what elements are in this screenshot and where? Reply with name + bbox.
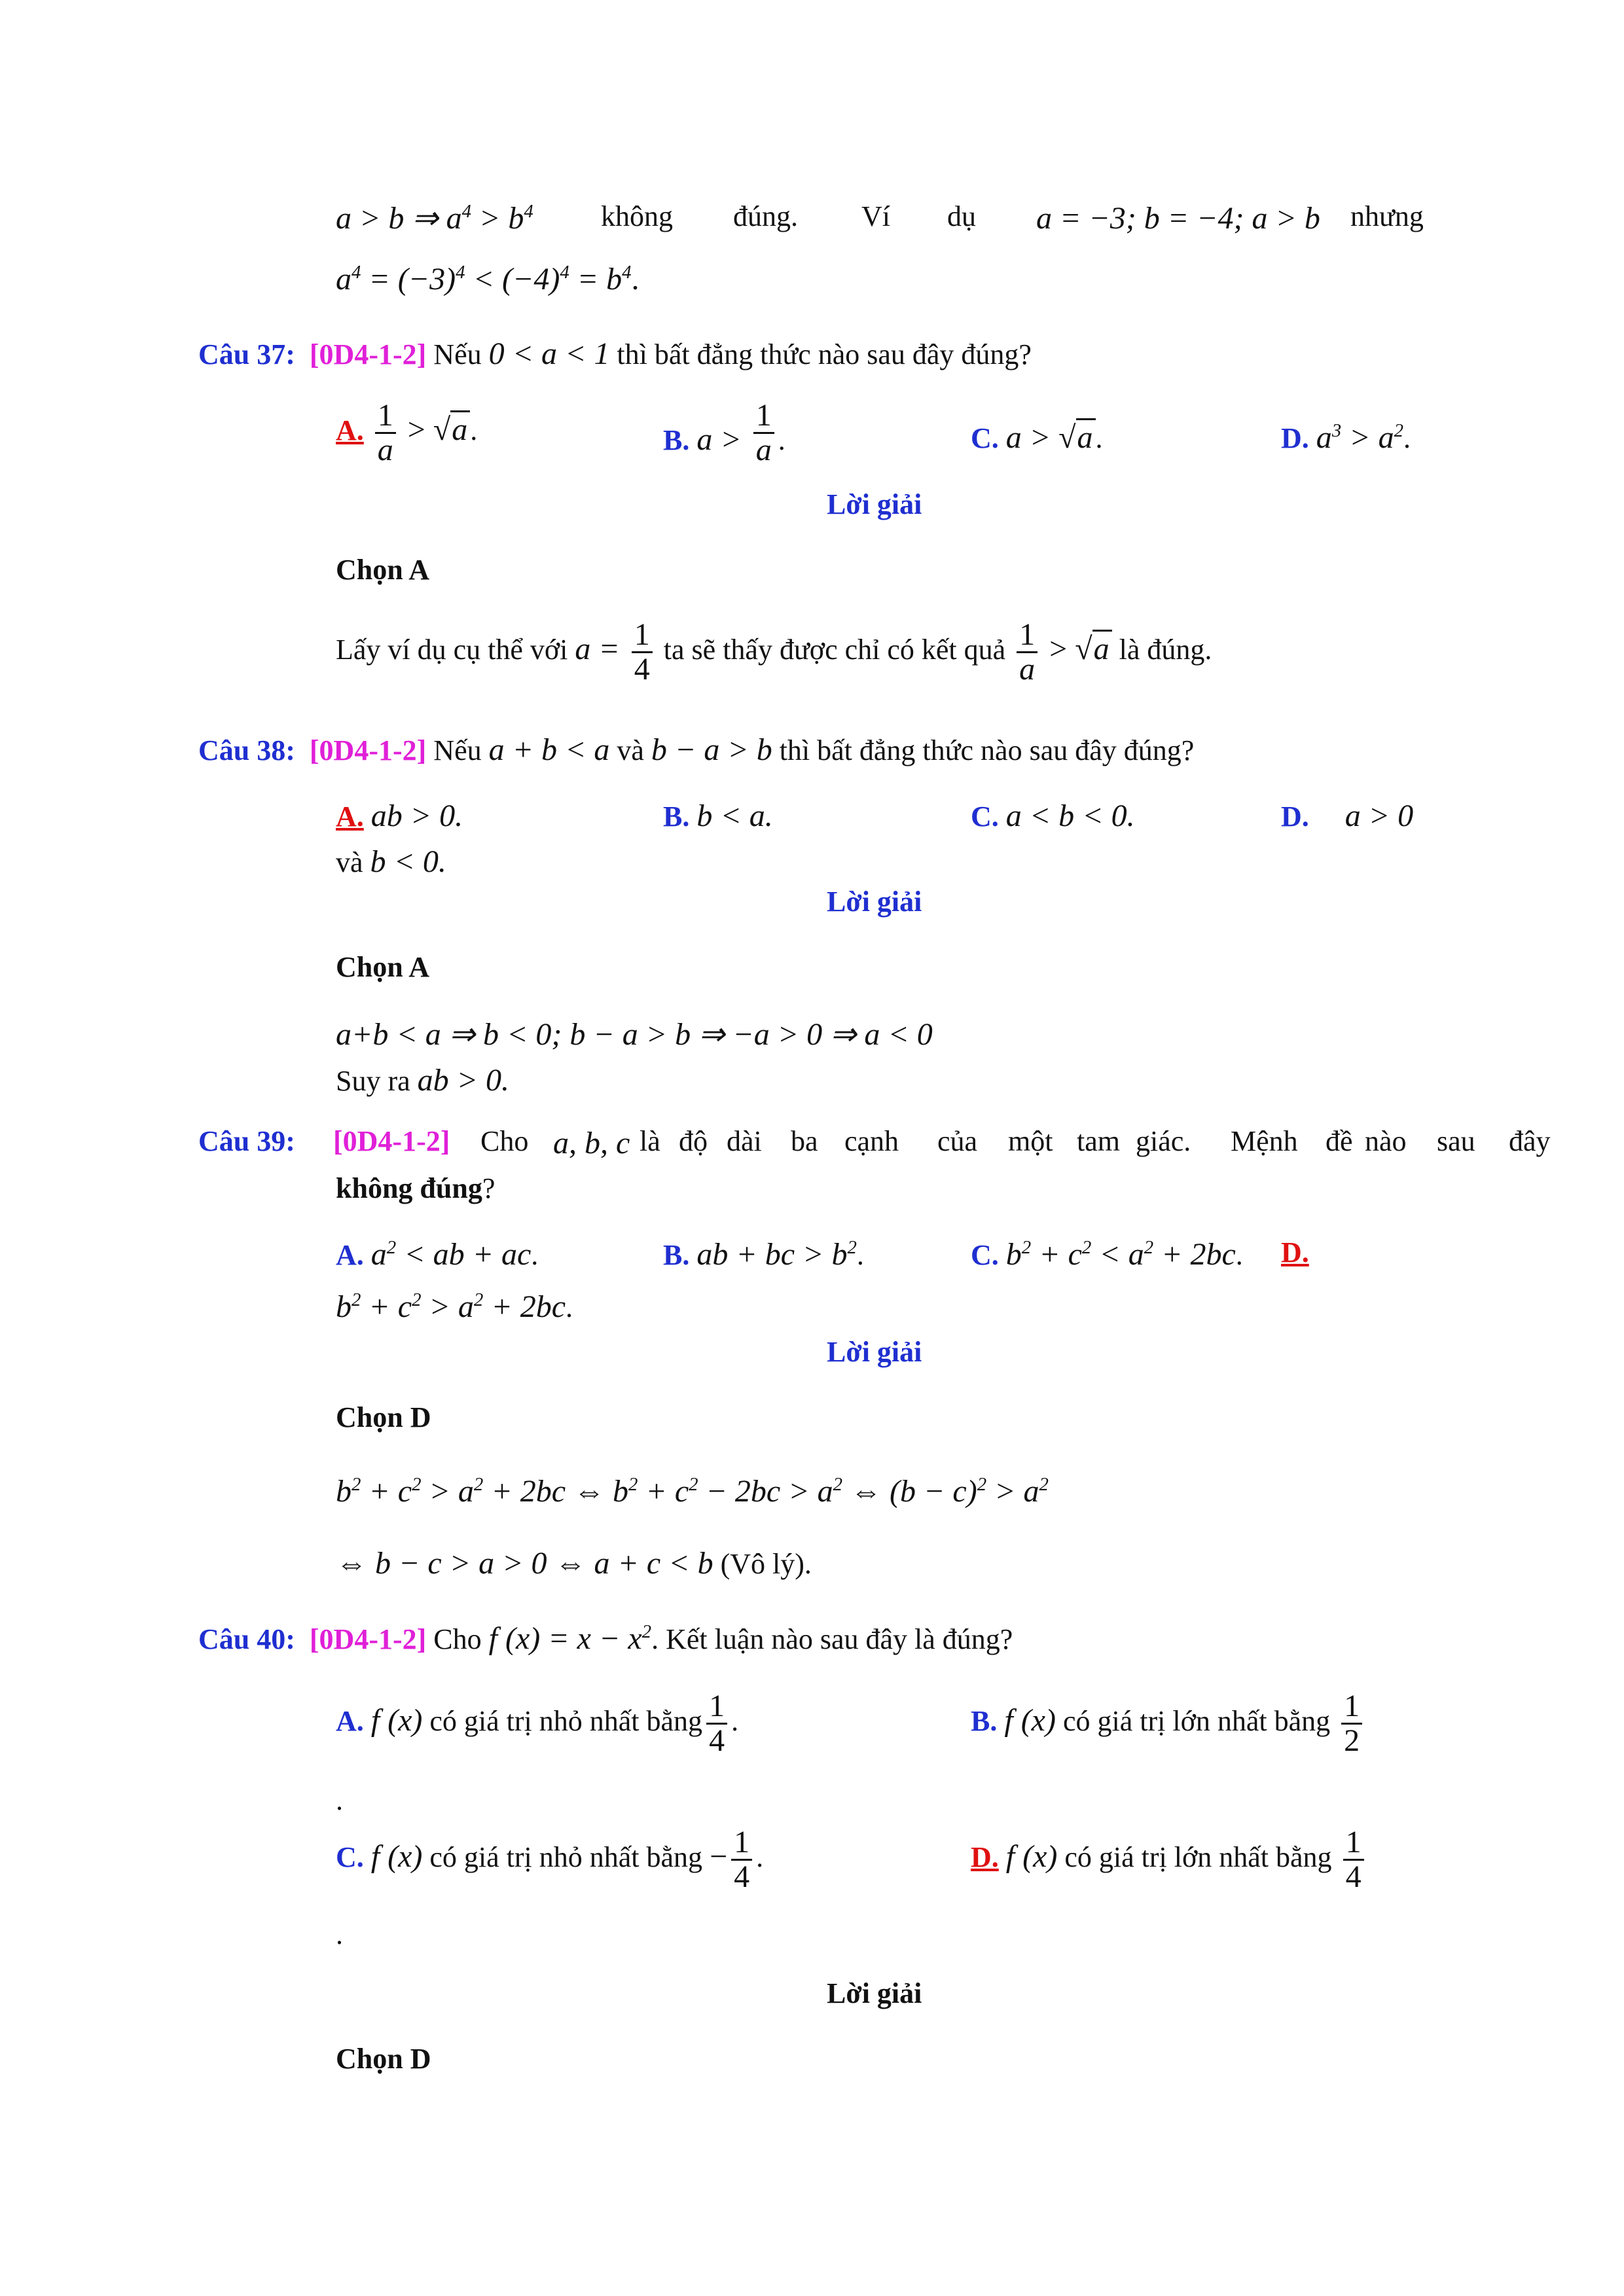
q39-word: của — [937, 1125, 978, 1157]
intro-word-dung: đúng. — [733, 200, 798, 232]
option-letter: D. — [1281, 800, 1309, 833]
question-code: [0D4-1-2] — [309, 1623, 427, 1655]
q39-option-b[interactable]: B. ab + bc > $b^2$. — [663, 1237, 864, 1272]
q38-work-2: Suy ra ab > 0. — [336, 1063, 510, 1098]
intro-line-2: $a^4 = (-3)^4 < (-4)^4 = b^4$. — [336, 262, 640, 296]
fraction: $\frac{1}{4}$ — [731, 1826, 752, 1894]
q39-word: đề — [1326, 1125, 1353, 1157]
intro-ineq: a > b ⇒ $a^4 > b^4$ — [336, 201, 533, 236]
q37-solution-title: Lời giải — [827, 488, 922, 520]
fraction: $\frac{1}{4}$ — [632, 619, 653, 687]
q39-solution-title: Lời giải — [827, 1336, 922, 1368]
q39-word: độ — [679, 1125, 708, 1157]
question-label: Câu 37: — [198, 338, 295, 370]
q39-choice: Chọn D — [336, 1401, 431, 1433]
q40-option-a[interactable]: A. f (x) có giá trị nhỏ nhất bằng $\frac{1}{4}$ . — [336, 1689, 739, 1759]
option-letter: B. — [663, 423, 690, 456]
q40-option-b[interactable]: B. f (x) có giá trị lớn nhất bằng $\frac{1}{2}$ — [971, 1690, 1366, 1758]
q39-word: cạnh — [844, 1125, 899, 1157]
question-39-head — [198, 1124, 295, 1159]
q37-option-c[interactable]: C. a > √a. — [971, 419, 1103, 457]
question-label: Câu 39: — [198, 1125, 295, 1157]
option-letter: A. — [336, 800, 364, 833]
sqrt: √a — [433, 410, 470, 447]
option-letter: D. — [971, 1840, 999, 1873]
question-code: [0D4-1-2] — [309, 338, 427, 370]
q39-word: Cho — [480, 1125, 529, 1157]
question-label: Câu 38: — [198, 734, 295, 766]
intro-word-nhung: nhưng — [1350, 200, 1424, 232]
q39-option-a[interactable]: A. $a^2$ < ab + ac. — [336, 1237, 539, 1272]
intro-example: a = −3; b = −4; a > b — [1036, 201, 1320, 236]
q39-word: ba — [791, 1125, 818, 1157]
q39-word: sau — [1437, 1125, 1475, 1157]
q39-option-d[interactable] — [1281, 1236, 1309, 1270]
q38-option-d[interactable]: D. a > 0 — [1281, 798, 1414, 833]
question-38: Câu 38: [0D4-1-2] Nếu a + b < a và b − a > b thì bất đẳng thức nào sau đây đúng? — [198, 732, 1195, 767]
question-39-line-2: không đúng? — [336, 1172, 496, 1204]
q39-word: là — [640, 1125, 660, 1157]
question-40: Câu 40: [0D4-1-2] Cho f $(x) = x - x^2$. Kết luận nào sau đây là đúng? — [198, 1621, 1013, 1656]
option-letter: A. — [336, 414, 364, 446]
q39-word: một — [1008, 1125, 1053, 1157]
q37-choice: Chọn A — [336, 554, 430, 586]
q40-solution-title: Lời giải — [827, 1977, 922, 2009]
q39-option-c[interactable]: C. $b^2 + c^2 < a^2 + 2bc$. — [971, 1237, 1243, 1272]
intro-word-vi: Ví — [861, 200, 890, 232]
q38-work-1: a+b < a ⇒ b < 0; b − a > b ⇒ −a > 0 ⇒ a < 0 — [336, 1017, 933, 1052]
q39-word: Mệnh — [1231, 1125, 1298, 1157]
q39-word: tam — [1077, 1125, 1120, 1157]
q37-option-b[interactable]: B. a > $\frac{1}{a}$ . — [663, 398, 785, 468]
q40-dot-1: . — [336, 1784, 343, 1816]
option-letter: C. — [971, 1239, 999, 1271]
q40-option-d[interactable]: D. f (x) có giá trị lớn nhất bằng $\frac{1}{4}$ — [971, 1826, 1368, 1894]
q39-work-1: $b^2 + c^2 > a^2 + 2bc$ ⇔ $b^2 + c^2 - 2bc > a^2$ ⇔ $(b - c)^2 > a^2$ — [336, 1474, 1049, 1509]
q38-solution-title: Lời giải — [827, 886, 922, 918]
fraction: $\frac{1}{4}$ — [1343, 1826, 1364, 1894]
q38-option-a[interactable]: A. ab > 0. — [336, 798, 463, 833]
question-label: Câu 40: — [198, 1623, 295, 1655]
option-letter: B. — [663, 800, 690, 833]
question-code: [0D4-1-2] — [309, 734, 427, 766]
intro-word-du: dụ — [947, 200, 976, 232]
q38-option-b[interactable]: B. b < a. — [663, 798, 773, 833]
q38-option-d-continued: và b < 0. — [336, 844, 446, 879]
q40-option-c[interactable]: C. f (x) có giá trị nhỏ nhất bằng − $\frac{1}{4}$ . — [336, 1825, 764, 1895]
q37-option-a[interactable]: A. $\frac{1}{a}$ > √a. — [336, 398, 478, 468]
sqrt: √a — [1075, 630, 1111, 666]
question-37: Câu 37: [0D4-1-2] Nếu 0 < a < 1 thì bất đẳng thức nào sau đây đúng? — [198, 336, 1032, 371]
fraction: $\frac{1}{2}$ — [1341, 1690, 1362, 1758]
q39-word: giác. — [1136, 1125, 1191, 1157]
q40-choice: Chọn D — [336, 2043, 431, 2075]
q39-work-2: ⇔ b − c > a > 0 ⇔ a + c < b (Vô lý). — [336, 1546, 812, 1581]
q37-explanation: Lấy ví dụ cụ thể với a = $\frac{1}{4}$ ta sẽ thấy được chỉ có kết quả $\frac{1}{a}$ > √a là đúng. — [336, 617, 1212, 687]
option-letter: D. — [1281, 422, 1309, 454]
q39-word: dài — [727, 1125, 762, 1157]
option-letter: B. — [971, 1704, 998, 1737]
option-letter: C. — [336, 1840, 364, 1873]
option-letter: D. — [1281, 1236, 1309, 1268]
q39-word: a, b, c — [553, 1126, 630, 1160]
option-letter: B. — [663, 1239, 690, 1271]
q39-word: nào — [1365, 1125, 1407, 1157]
fraction: $\frac{1}{a}$ — [375, 399, 396, 467]
q40-dot-2: . — [336, 1918, 343, 1950]
question-code: [0D4-1-2] — [333, 1125, 450, 1157]
q38-choice: Chọn A — [336, 951, 430, 983]
intro-word-khong: không — [601, 200, 673, 232]
sqrt: √a — [1058, 418, 1095, 455]
option-letter: A. — [336, 1704, 364, 1737]
option-letter: A. — [336, 1239, 364, 1271]
fraction: $\frac{1}{a}$ — [1017, 619, 1038, 687]
q39-option-d-continued: $b^2 + c^2 > a^2 + 2bc$. — [336, 1289, 573, 1324]
q38-option-c[interactable]: C. a < b < 0. — [971, 798, 1135, 833]
fraction: $\frac{1}{4}$ — [706, 1690, 727, 1758]
fraction: $\frac{1}{a}$ — [753, 399, 774, 467]
q37-option-d[interactable]: D. $a^3 > a^2$. — [1281, 420, 1411, 455]
option-letter: C. — [971, 422, 999, 454]
q39-word: đây — [1509, 1125, 1551, 1157]
option-letter: C. — [971, 800, 999, 833]
